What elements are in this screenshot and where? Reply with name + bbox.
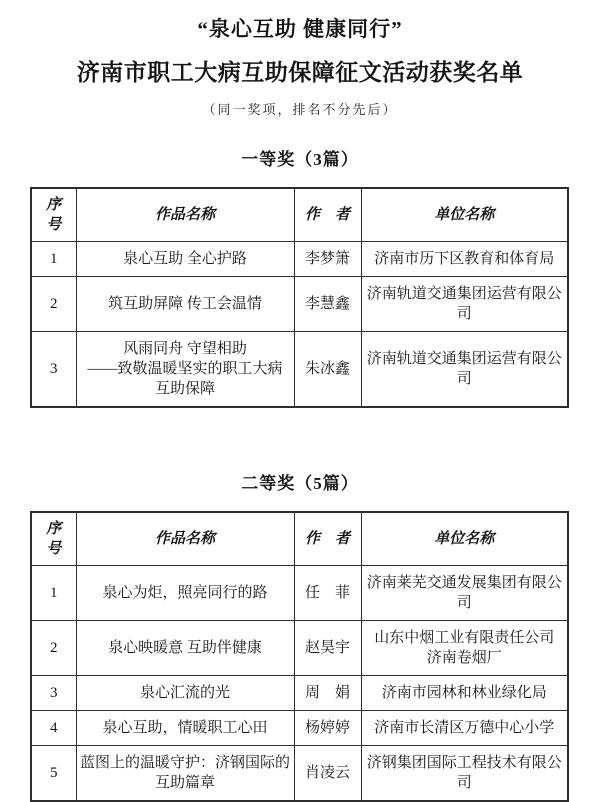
row-number-cell-line: 1 (50, 585, 58, 601)
work-title-cell (76, 332, 294, 408)
column-header-number: 序 号 (31, 188, 76, 242)
row-number-cell-line: 3 (50, 685, 58, 701)
author-cell-line: 任 菲 (304, 585, 350, 601)
author-cell-line: 朱冰鑫 (304, 361, 350, 377)
column-header-author: 作 者 (294, 188, 361, 242)
row-number-cell-line: 2 (50, 296, 58, 312)
work-title-cell (76, 242, 294, 277)
work-title-cell (76, 711, 294, 746)
first-prize-heading: 一等奖（3篇） (241, 150, 359, 169)
row-number-cell (31, 332, 76, 408)
row-number-cell (31, 277, 76, 332)
column-header-author: 作 者 (294, 512, 361, 566)
table-row (31, 332, 568, 408)
organization-cell (361, 711, 568, 746)
organization-cell-line: 济南轨道交通集团运营有限公司 (366, 286, 562, 322)
work-title-cell-line: ——致敬温暖坚实的职工大病 (87, 361, 283, 377)
title-quote: “泉心互助 健康同行” (197, 17, 403, 41)
table-row (31, 746, 568, 802)
second-prize-section (0, 469, 600, 802)
author-cell (294, 621, 361, 676)
table-header-row (31, 512, 568, 566)
work-title-cell (76, 277, 294, 332)
column-header-work-title: 作品名称 (76, 512, 294, 566)
organization-cell (361, 242, 568, 277)
organization-cell-line: 济南市历下区教育和体育局 (374, 251, 555, 267)
organization-cell (361, 332, 568, 408)
author-cell-line: 周 娟 (304, 685, 350, 701)
organization-cell-line: 济南莱芜交通发展集团有限公司 (366, 575, 562, 611)
second-prize-heading: 二等奖（5篇） (241, 474, 359, 493)
organization-cell-line: 济南卷烟厂 (426, 650, 502, 666)
organization-cell-line: 济南市长清区万德中心小学 (374, 720, 555, 736)
row-number-cell (31, 242, 76, 277)
table-row (31, 711, 568, 746)
row-number-cell (31, 746, 76, 802)
column-header-work-title: 作品名称 (76, 188, 294, 242)
organization-cell-line: 济南轨道交通集团运营有限公司 (366, 351, 562, 387)
second-prize-table (30, 511, 569, 802)
work-title-cell (76, 621, 294, 676)
table-row (31, 676, 568, 711)
organization-cell (361, 277, 568, 332)
organization-cell (361, 746, 568, 802)
author-cell (294, 711, 361, 746)
work-title-cell-line: 风雨同舟 守望相助 (123, 341, 247, 357)
work-title-cell-line: 互助保障 (154, 381, 215, 397)
author-cell-line: 杨婷婷 (304, 720, 350, 736)
column-header-organization: 单位名称 (361, 188, 568, 242)
row-number-cell (31, 676, 76, 711)
author-cell (294, 242, 361, 277)
row-number-cell (31, 566, 76, 621)
organization-cell (361, 621, 568, 676)
title-main: 济南市职工大病互助保障征文活动获奖名单 (76, 60, 524, 85)
first-prize-table (30, 187, 569, 408)
work-title-cell-line: 筑互助屏障 传工会温情 (108, 296, 262, 312)
organization-cell-line: 济南市园林和林业绿化局 (381, 685, 547, 701)
first-prize-section (0, 145, 600, 408)
organization-cell-line: 山东中烟工业有限责任公司 (374, 630, 555, 646)
organization-cell (361, 676, 568, 711)
work-title-cell-line: 泉心互助 全心护路 (123, 251, 247, 267)
author-cell-line: 李慧鑫 (304, 296, 350, 312)
work-title-cell-line: 泉心为炬，照亮同行的路 (102, 585, 268, 601)
organization-cell-line: 济钢集团国际工程技术有限公司 (366, 755, 562, 791)
table-row (31, 621, 568, 676)
row-number-cell-line: 2 (50, 640, 58, 656)
work-title-cell (76, 746, 294, 802)
author-cell (294, 676, 361, 711)
table-row (31, 242, 568, 277)
author-cell (294, 277, 361, 332)
author-cell-line: 李梦箫 (304, 251, 350, 267)
row-number-cell-line: 1 (50, 251, 58, 267)
work-title-cell (76, 566, 294, 621)
work-title-cell-line: 泉心互助，情暖职工心田 (102, 720, 268, 736)
row-number-cell (31, 711, 76, 746)
author-cell-line: 肖凌云 (304, 765, 350, 781)
row-number-cell-line: 4 (50, 720, 58, 736)
table-row (31, 566, 568, 621)
author-cell-line: 赵昊宇 (304, 640, 350, 656)
work-title-cell-line: 泉心汇流的光 (139, 685, 230, 701)
author-cell (294, 746, 361, 802)
author-cell (294, 332, 361, 408)
row-number-cell-line: 3 (50, 361, 58, 377)
table-row (31, 277, 568, 332)
work-title-cell-line: 互助篇章 (154, 775, 215, 791)
row-number-cell (31, 621, 76, 676)
column-header-number: 序 号 (31, 512, 76, 566)
row-number-cell-line: 5 (50, 765, 58, 781)
work-title-cell-line: 蓝图上的温暖守护：济钢国际的 (79, 755, 290, 771)
subtitle-note: （同一奖项，排名不分先后） (202, 102, 398, 117)
author-cell (294, 566, 361, 621)
organization-cell (361, 566, 568, 621)
table-header-row (31, 188, 568, 242)
work-title-cell (76, 676, 294, 711)
column-header-organization: 单位名称 (361, 512, 568, 566)
work-title-cell-line: 泉心映暖意 互助伴健康 (108, 640, 262, 656)
